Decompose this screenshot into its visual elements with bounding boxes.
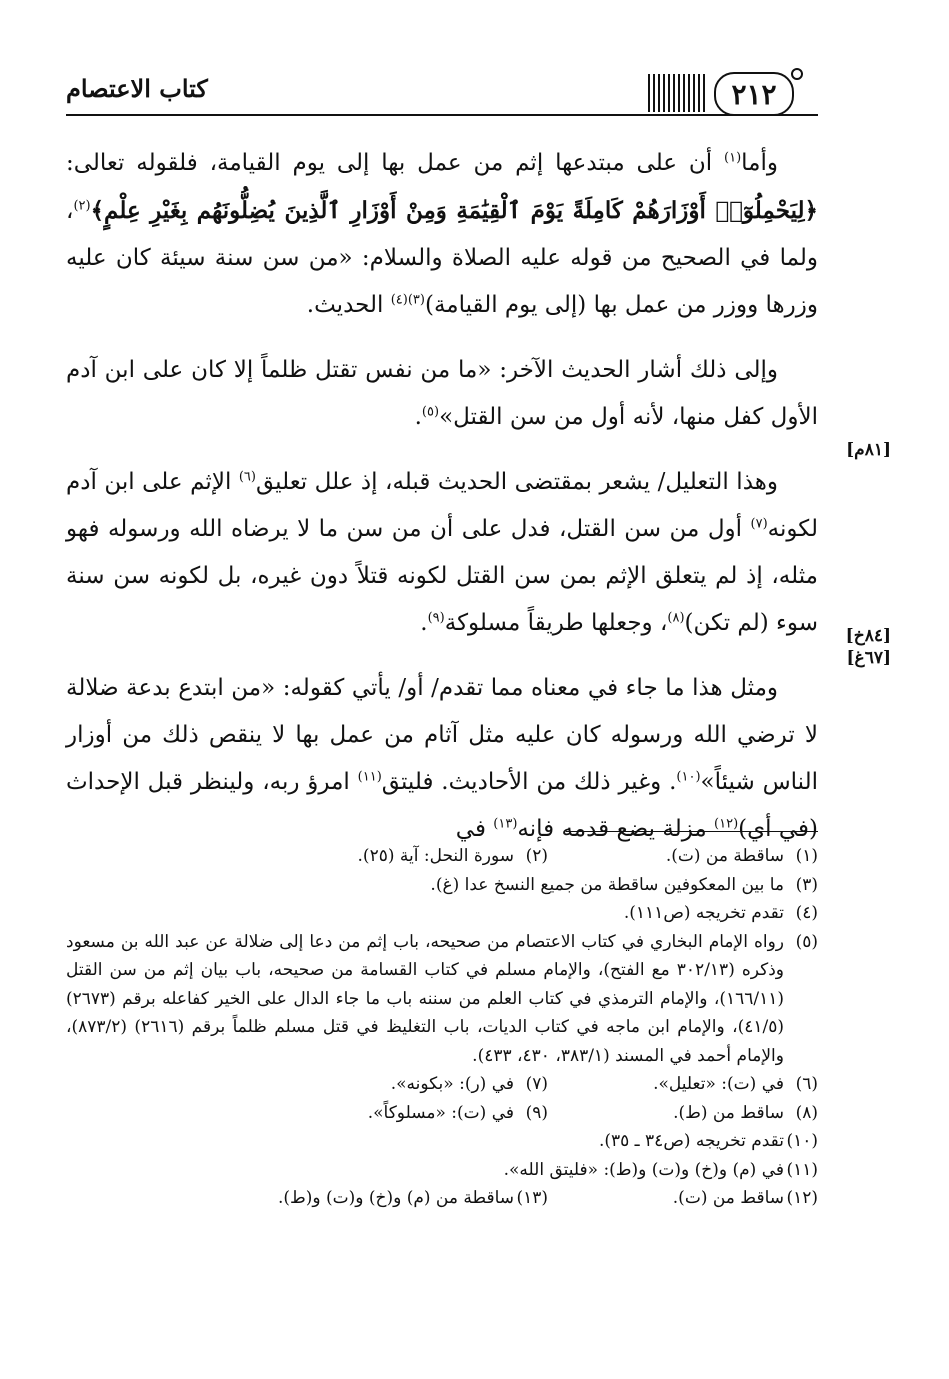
footnote-text: ساقط من (ط). (673, 1102, 784, 1123)
footnote-number: (٧) (525, 1074, 548, 1094)
header-ornament-bars (648, 74, 708, 112)
quran-verse: ﴿لِيَحْمِلُوٓا۟ أَوْزَارَهُمْ كَامِلَةً يَوْمَ ٱلْقِيَٰمَةِ وَمِنْ أَوْزَارِ ٱلَّذِينَ يُضِلُّونَهُم بِغَيْرِ عِلْمٍ﴾ (90, 197, 818, 224)
paragraph-2 (66, 347, 818, 441)
main-text (66, 140, 818, 871)
footnote-ref-2: (٢) (73, 198, 91, 214)
footnote-9 (278, 1099, 548, 1128)
footnote-number: (١٣) (516, 1188, 548, 1208)
footnote-separator (566, 831, 818, 832)
footnote-1 (548, 842, 818, 871)
footnote-ref-3: (٣) (407, 292, 425, 308)
margin-note-manuscript-gh: [٦٧غ] (846, 648, 891, 668)
footnote-5 (66, 928, 818, 1071)
footnote-text: سورة النحل: آية (٢٥). (357, 846, 514, 866)
footnote-row (66, 1184, 818, 1213)
text-run: الحديث. (306, 292, 391, 318)
footnote-ref-1: (١) (724, 150, 742, 166)
text-run: ومثل هذا ما جاء في معناه مما تقدم/ أو/ يأتي كقوله: «من ابتدع بدعة ضلالة لا ترضي الله ورسوله كان عليه مثل آثام من عمل بها لا ينقص ذلك من أوزار الناس شيئاً» (66, 675, 818, 795)
footnote-ref-6: (٦) (238, 469, 256, 485)
footnote-10 (66, 1127, 818, 1156)
footnote-11 (66, 1156, 818, 1185)
text-run: . (420, 610, 428, 636)
paragraph-4 (66, 665, 818, 853)
footnote-number: (٩) (525, 1102, 548, 1123)
footnote-text: ساقطة من (ت). (665, 846, 784, 866)
footnote-text: تقدم تخريجه (ص١١١). (623, 903, 784, 923)
text-run: وإلى ذلك أشار الحديث الآخر: «ما من نفس تقتل ظلماً إلا كان على ابن آدم الأول كفل منها، لأنه أول من سن القتل» (66, 357, 818, 430)
footnote-row (66, 928, 818, 1071)
footnote-3 (66, 871, 818, 900)
footnote-number: (١) (795, 846, 818, 866)
header-rule (66, 114, 818, 116)
footnote-8 (548, 1099, 818, 1128)
text-run: مزلة يضع قدمه فإنه (517, 816, 715, 842)
page-number: ٢١٢ (714, 72, 794, 116)
footnote-number: (١٢) (786, 1188, 818, 1208)
paragraph-1 (66, 140, 818, 329)
footnote-text: ساقطة من (م) و(خ) و(ت) و(ط). (278, 1188, 514, 1208)
text-run: وهذا التعليل/ يشعر بمقتضى الحديث قبله، إذ علل تعليق (255, 469, 779, 495)
footnote-ref-10: (١٠) (676, 769, 701, 785)
footnote-ref-7: (٧) (750, 516, 768, 532)
footnote-row (66, 871, 818, 900)
text-run: . وغير ذلك من الأحاديث. فليتق (381, 769, 677, 795)
footnote-row (66, 842, 818, 871)
footnote-text: في (م) و(خ) و(ت) و(ط): «فليتق الله». (503, 1159, 784, 1180)
footnote-number: (١٠) (786, 1131, 818, 1151)
footnote-number: (٦) (795, 1074, 818, 1094)
footnote-number: (٢) (525, 846, 548, 866)
footnote-text: في (ت): «مسلوكاً». (367, 1102, 514, 1123)
footnote-row (66, 1156, 818, 1185)
text-run: ، ولما في الصحيح من قوله عليه الصلاة والسلام: «من سن سنة سيئة كان عليه وزرها ووزر من عمل بها (إلى يوم القيامة) (66, 198, 818, 318)
text-run: وأما (741, 150, 778, 176)
footnote-text: في (ت): «تعليل». (653, 1074, 784, 1094)
footnote-12 (548, 1184, 818, 1213)
footnote-row (66, 1099, 818, 1128)
footnote-text: ما بين المعكوفين ساقطة من جميع النسخ عدا (غ). (430, 874, 784, 895)
footnote-number: (٣) (795, 874, 818, 895)
text-run: الإثم على ابن آدم لكونه (66, 469, 818, 542)
footnote-ref-12: (١٢) (714, 816, 739, 832)
footnote-2 (278, 842, 548, 871)
text-run: امرؤ ربه، ولينظر قبل الإحداث (في أي) (66, 769, 818, 842)
footnote-13 (278, 1184, 548, 1213)
header-ornament-dot (791, 68, 803, 80)
running-title: كتاب الاعتصام (66, 74, 208, 103)
footnote-text: تقدم تخريجه (ص٣٤ ـ ٣٥). (598, 1131, 784, 1151)
margin-note-manuscript-kh: [٨٤خ] (845, 626, 891, 646)
footnote-row (66, 899, 818, 928)
footnote-text: في (ر): «بكونه». (390, 1074, 514, 1094)
footnote-ref-11: (١١) (357, 769, 382, 785)
footnote-number: (٨) (795, 1102, 818, 1123)
footnote-text: ساقط من (ت). (672, 1188, 784, 1208)
footnote-ref-8: (٨) (667, 610, 685, 626)
text-run: أول من سن القتل، فدل على أن من سن ما لا يرضاه الله ورسوله فهو مثله، إذ لم يتعلق الإثم بمن سن القتل لكونه قتلاً دون غيره، بل لكونه سن سنة سوء (لم تكن) (66, 516, 818, 636)
footnote-ref-4: (٤) (390, 292, 408, 308)
footnotes (66, 842, 818, 1213)
footnote-number: (١١) (786, 1159, 818, 1180)
paragraph-3 (66, 459, 818, 647)
text-run: ، وجعلها طريقاً مسلوكة (444, 610, 668, 636)
text-run: . (414, 404, 422, 430)
footnote-number: (٤) (795, 903, 818, 923)
footnote-ref-9: (٩) (427, 610, 445, 626)
footnote-row (66, 1070, 818, 1099)
footnote-4 (66, 899, 818, 928)
text-run: في (455, 816, 494, 842)
footnote-ref-13: (١٣) (493, 816, 518, 832)
footnote-number: (٥) (795, 931, 818, 952)
footnote-6 (548, 1070, 818, 1099)
margin-note-manuscript-m: [٨١م] (846, 440, 891, 460)
footnote-ref-5: (٥) (421, 404, 440, 420)
text-run: أن على مبتدعها إثم من عمل بها إلى يوم القيامة، فلقوله تعالى: (66, 150, 725, 176)
page-header (66, 60, 818, 124)
footnote-row (66, 1127, 818, 1156)
footnote-text: رواه الإمام البخاري في كتاب الاعتصام من صحيحه، باب إثم من دعا إلى ضلالة عن عبد الله بن مسعود وذكره (٣٠٢/١٣ مع الفتح)، والإمام مسلم في كتاب القسامة من صحيحه، باب بيان إثم من سن القتل (١٦٦/١١)، والإمام الترمذي في كتاب العلم من سننه باب ما جاء الدال على الخير كفاعله برقم (٢٦٧٣) (٤١/٥)، والإمام ابن ماجه في كتاب الديات، باب التغليظ في قتل مسلم ظلماً برقم (٢٦١٦) (٨٧٣/٢)، والإمام أحمد في المسند (٣٨٣/١، ٤٣٠، ٤٣٣). (66, 931, 785, 1066)
footnote-7 (278, 1070, 548, 1099)
